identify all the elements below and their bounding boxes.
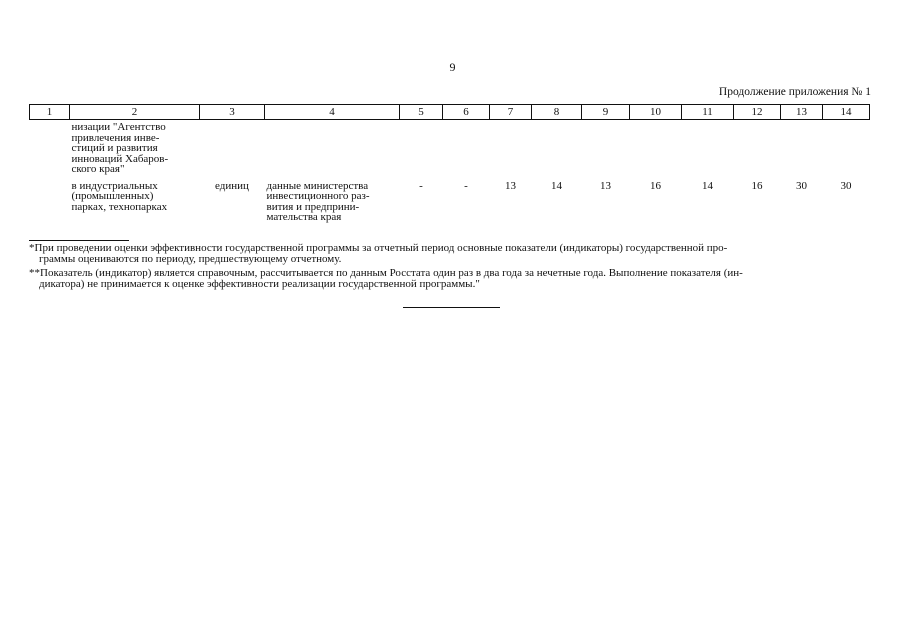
column-header: 6 (443, 105, 490, 120)
column-header: 10 (630, 105, 682, 120)
text-line: привлечения инве- (71, 131, 160, 144)
value-cell: - (419, 179, 423, 192)
page-number: 9 (449, 60, 456, 74)
footnote-2 (29, 268, 875, 290)
column-header: 2 (70, 105, 200, 120)
column-header: 14 (823, 105, 870, 120)
text-line: в индустриальных (71, 179, 158, 192)
end-rule (403, 307, 500, 308)
value-cell: 14 (551, 179, 562, 192)
source-cell (265, 181, 400, 223)
value-cell: 14 (702, 179, 713, 192)
org-name-cell (70, 120, 265, 181)
column-header: 3 (200, 105, 265, 120)
column-header: 5 (400, 105, 443, 120)
value-cell: 13 (505, 179, 516, 192)
text-line: мательства края (266, 211, 342, 223)
table-header-row (30, 105, 870, 120)
continuation-label: Продолжение приложения № 1 (718, 86, 871, 98)
text-line: низации "Агентство (71, 121, 166, 133)
text-line: инвестиционного раз- (266, 190, 370, 202)
column-header: 8 (532, 105, 582, 120)
column-header: 1 (30, 105, 70, 120)
value-cell: 16 (650, 179, 661, 192)
footnote-separator (29, 240, 129, 241)
footnote-text: Показатель (индикатор) является справочным, рассчитывается по данным Росстата один раз в два года за нечетные года. Выполнение показателя (ин- (40, 267, 743, 279)
value-cell: 16 (751, 179, 763, 192)
table-row (30, 120, 870, 181)
text-line: вития и предприни- (266, 200, 360, 213)
footnote-mark: ** (29, 267, 40, 279)
text-line: инноваций Хабаров- (71, 152, 169, 165)
indicator-name-cell (70, 181, 200, 223)
column-header: 7 (490, 105, 532, 120)
footnotes (29, 243, 875, 293)
footnote-text: дикатора) не принимается к оценке эффективности реализации государственной программы." (39, 278, 480, 290)
value-cell: 30 (840, 179, 852, 192)
value-cell: 13 (600, 179, 611, 192)
text-line: стиций и развития (71, 142, 158, 154)
column-header: 11 (682, 105, 734, 120)
column-header: 12 (734, 105, 781, 120)
text-line: данные министерства (266, 179, 369, 192)
footnote-text: При проведении оценки эффективности государственной программы за отчетный период основные показатели (индикаторы) государственной про- (34, 242, 728, 254)
table-row (30, 181, 870, 223)
column-header: 4 (265, 105, 400, 120)
indicators-table (29, 104, 870, 223)
footnote-mark: * (29, 242, 35, 254)
unit-cell: единиц (215, 179, 249, 192)
text-line: ского края" (71, 163, 125, 175)
text-line: парках, технопарках (71, 200, 168, 213)
footnote-1 (29, 243, 875, 265)
text-line: (промышленных) (71, 190, 154, 202)
value-cell: - (464, 179, 468, 192)
column-header: 9 (582, 105, 630, 120)
column-header: 13 (781, 105, 823, 120)
footnote-text: граммы оцениваются по периоду, предшествующему отчетному. (39, 253, 342, 265)
value-cell: 30 (796, 179, 807, 192)
